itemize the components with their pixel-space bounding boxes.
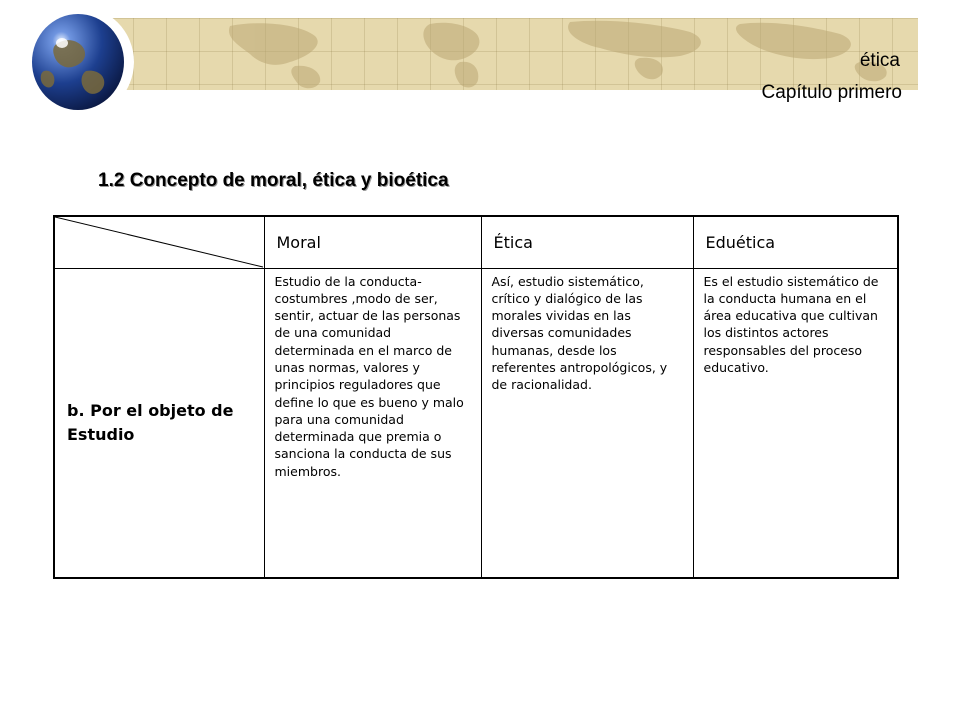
- cell-eduetica-text: Es el estudio sistemático de la conducta humana en el área educativa que cultivan los distintos actores responsables del proceso educativo.: [703, 273, 879, 375]
- row-header-objeto-estudio: b. Por el objeto de Estudio: [54, 268, 264, 578]
- header-chapter: Capítulo primero: [761, 82, 902, 103]
- table-row: [54, 268, 898, 578]
- column-header-moral: Moral: [264, 216, 481, 268]
- table-corner-cell: [54, 216, 264, 268]
- section-title: 1.2 Concepto de moral, ética y bioética: [98, 170, 449, 191]
- cell-moral-text: Estudio de la conducta- costumbres ,modo de ser, sentir, actuar de las personas de una comunidad determinada en el marco de unas normas, valores y principios reguladores que define lo que es bueno y malo para una comunidad determinada que premia o sanciona la conducta de sus miembros.: [274, 273, 464, 479]
- header-subject: ética: [859, 50, 900, 71]
- table-header-row: [54, 216, 898, 268]
- cell-eduetica: [693, 268, 898, 578]
- world-map-texture: [100, 18, 918, 90]
- comparison-table: [53, 215, 899, 579]
- cell-moral: [264, 268, 481, 578]
- header-banner: [100, 18, 918, 90]
- cell-etica-text: Así, estudio sistemático, crítico y dialógico de las morales vividas en las diversas comunidades humanas, desde los referentes antropológicos, y de racionalidad.: [491, 273, 668, 393]
- globe-icon: [30, 13, 126, 111]
- column-header-eduetica: Eduética: [693, 216, 898, 268]
- cell-etica: [481, 268, 693, 578]
- column-header-etica: Ética: [481, 216, 693, 268]
- globe-logo: [22, 6, 134, 118]
- diagonal-divider: [55, 217, 265, 269]
